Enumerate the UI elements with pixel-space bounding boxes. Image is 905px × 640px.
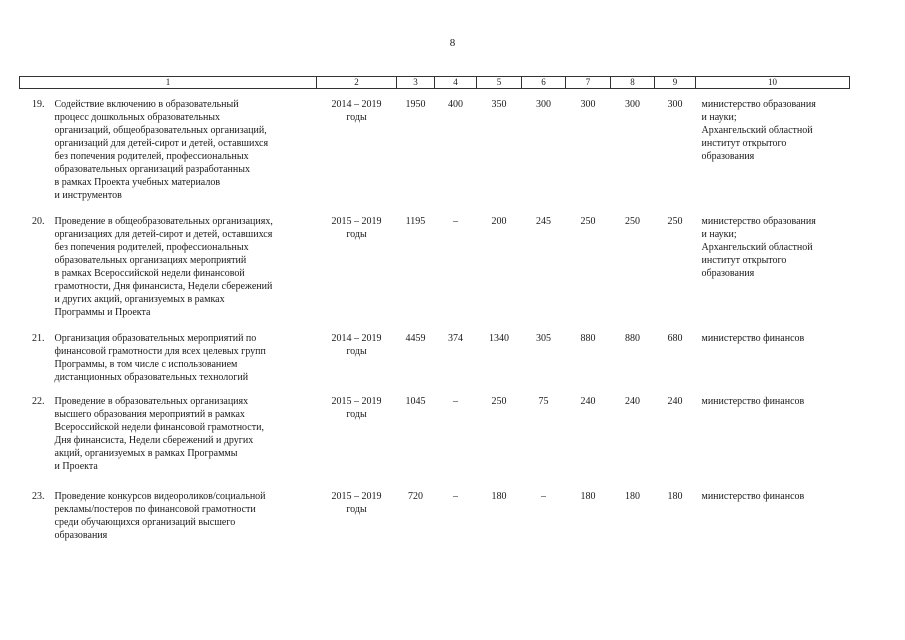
- column-header: 2: [317, 77, 397, 89]
- implementation-period: [317, 332, 397, 384]
- column-header: 7: [566, 77, 611, 89]
- executor-line: институт открытого: [701, 138, 787, 149]
- period-line: 2015 – 2019: [331, 216, 382, 227]
- text-line: образовательных организациях мероприятий: [54, 255, 247, 266]
- row-number: 23.: [32, 491, 45, 502]
- text-line: организаций, общеобразовательных организаций,: [54, 125, 267, 136]
- funding-value: –: [453, 491, 458, 502]
- funding-value: 720: [408, 491, 423, 502]
- funding-value: –: [453, 216, 458, 227]
- funding-value: 350: [491, 99, 507, 110]
- column-header: 8: [611, 77, 655, 89]
- row-number: 22.: [32, 396, 45, 407]
- row-spacer: [20, 473, 850, 490]
- executor-line: министерство образования: [701, 216, 816, 227]
- column-header: 3: [397, 77, 435, 89]
- activity-description: [51, 395, 317, 473]
- funding-value: 180: [625, 491, 640, 502]
- activity-description: [51, 215, 317, 319]
- period-line: годы: [346, 346, 367, 357]
- page-number: 8: [449, 37, 456, 49]
- responsible-executor: [696, 395, 850, 473]
- period-line: 2014 – 2019: [331, 333, 382, 344]
- row-number: 19.: [32, 99, 45, 110]
- funding-value: 250: [580, 216, 596, 227]
- text-line: организациях для детей-сирот и детей, оставшихся: [54, 229, 273, 240]
- activity-description: [51, 332, 317, 384]
- text-line: образования: [54, 530, 108, 541]
- text-line: процесс дошкольных образовательных: [54, 112, 221, 123]
- executor-line: министерство финансов: [701, 491, 805, 502]
- row-spacer: [20, 89, 850, 99]
- row-spacer: [20, 319, 850, 332]
- implementation-period: [317, 215, 397, 319]
- text-line: и других акций, организуемых в рамках: [54, 294, 225, 305]
- funding-value: 250: [491, 396, 507, 407]
- executor-line: Архангельский областной: [701, 125, 813, 136]
- implementation-period: [317, 490, 397, 542]
- funding-value: 1045: [405, 396, 426, 407]
- funding-value: 1195: [405, 216, 426, 227]
- column-header: 5: [477, 77, 522, 89]
- text-line: Организация образовательных мероприятий по: [54, 333, 257, 344]
- text-line: без попечения родителей, профессиональных: [54, 242, 249, 253]
- period-line: 2015 – 2019: [331, 491, 382, 502]
- funding-value: 1950: [405, 99, 426, 110]
- text-line: среди обучающихся организаций высшего: [54, 517, 236, 528]
- text-line: в рамках Всероссийской недели финансовой: [54, 268, 245, 279]
- implementation-period: [317, 395, 397, 473]
- text-line: высшего образования мероприятий в рамках: [54, 409, 245, 420]
- text-line: образовательных организаций разработанных: [54, 164, 250, 175]
- responsible-executor: [696, 332, 850, 384]
- funding-value: 180: [580, 491, 596, 502]
- period-line: годы: [346, 229, 367, 240]
- funding-value: 400: [448, 99, 463, 110]
- text-line: и Проекта: [54, 461, 98, 472]
- text-line: без попечения родителей, профессиональных: [54, 151, 249, 162]
- funding-value: 300: [667, 99, 683, 110]
- funding-value: 250: [667, 216, 683, 227]
- text-line: Программы, в том числе с использованием: [54, 359, 238, 370]
- text-line: Всероссийской недели финансовой грамотности,: [54, 422, 264, 433]
- implementation-period: [317, 98, 397, 202]
- executor-line: и науки;: [701, 229, 737, 240]
- funding-value: 180: [667, 491, 683, 502]
- table-row: [20, 332, 850, 384]
- responsible-executor: [696, 98, 850, 202]
- text-line: рекламы/постеров по финансовой грамотности: [54, 504, 256, 515]
- column-header: 1: [20, 77, 317, 89]
- funding-value: –: [541, 491, 546, 502]
- text-line: дистанционных образовательных технологий: [54, 372, 249, 383]
- funding-value: 250: [625, 216, 640, 227]
- row-spacer: [20, 384, 850, 395]
- funding-value: 374: [448, 333, 463, 344]
- column-header: 6: [522, 77, 566, 89]
- funding-value: –: [453, 396, 458, 407]
- funding-value: 240: [667, 396, 683, 407]
- text-line: Программы и Проекта: [54, 307, 151, 318]
- row-number: 20.: [32, 216, 45, 227]
- activity-description: [51, 98, 317, 202]
- row-number: 21.: [32, 333, 45, 344]
- funding-value: 305: [536, 333, 551, 344]
- program-activities-table: [19, 76, 850, 542]
- text-line: грамотности, Дня финансиста, Недели сбережений: [54, 281, 273, 292]
- table-row: [20, 215, 850, 319]
- table-row: [20, 490, 850, 542]
- period-line: годы: [346, 409, 367, 420]
- column-number-header-row: [20, 77, 850, 89]
- funding-value: 300: [580, 99, 596, 110]
- executor-line: образования: [701, 151, 755, 162]
- table-row: [20, 98, 850, 202]
- text-line: Дня финансиста, Недели сбережений и других: [54, 435, 254, 446]
- funding-value: 240: [580, 396, 596, 407]
- funding-value: 200: [491, 216, 507, 227]
- text-line: Проведение в образовательных организациях: [54, 396, 249, 407]
- funding-value: 75: [538, 396, 549, 407]
- responsible-executor: [696, 490, 850, 542]
- text-line: акций, организуемых в рамках Программы: [54, 448, 238, 459]
- period-line: годы: [346, 504, 367, 515]
- funding-value: 245: [536, 216, 551, 227]
- executor-line: министерство финансов: [701, 333, 805, 344]
- period-line: годы: [346, 112, 367, 123]
- executor-line: образования: [701, 268, 755, 279]
- table-row: [20, 395, 850, 473]
- row-spacer: [20, 202, 850, 215]
- responsible-executor: [696, 215, 850, 319]
- funding-value: 1340: [489, 333, 509, 344]
- executor-line: министерство образования: [701, 99, 816, 110]
- funding-value: 880: [625, 333, 640, 344]
- funding-value: 180: [491, 491, 507, 502]
- column-header: 4: [435, 77, 477, 89]
- text-line: финансовой грамотности для всех целевых групп: [54, 346, 266, 357]
- funding-value: 300: [625, 99, 640, 110]
- text-line: Проведение в общеобразовательных организациях,: [54, 216, 273, 227]
- funding-value: 680: [667, 333, 683, 344]
- period-line: 2015 – 2019: [331, 396, 382, 407]
- executor-line: институт открытого: [701, 255, 787, 266]
- executor-line: министерство финансов: [701, 396, 805, 407]
- funding-value: 4459: [405, 333, 426, 344]
- text-line: и инструментов: [54, 190, 122, 201]
- text-line: в рамках Проекта учебных материалов: [54, 177, 221, 188]
- funding-value: 300: [536, 99, 551, 110]
- funding-value: 880: [580, 333, 596, 344]
- text-line: Содействие включению в образовательный: [54, 99, 239, 110]
- executor-line: Архангельский областной: [701, 242, 813, 253]
- text-line: Проведение конкурсов видеороликов/социальной: [54, 491, 266, 502]
- executor-line: и науки;: [701, 112, 737, 123]
- text-line: организаций для детей-сирот и детей, оставшихся: [54, 138, 269, 149]
- funding-value: 240: [625, 396, 640, 407]
- column-header: 9: [655, 77, 696, 89]
- period-line: 2014 – 2019: [331, 99, 382, 110]
- activity-description: [51, 490, 317, 542]
- column-header: 10: [696, 77, 850, 89]
